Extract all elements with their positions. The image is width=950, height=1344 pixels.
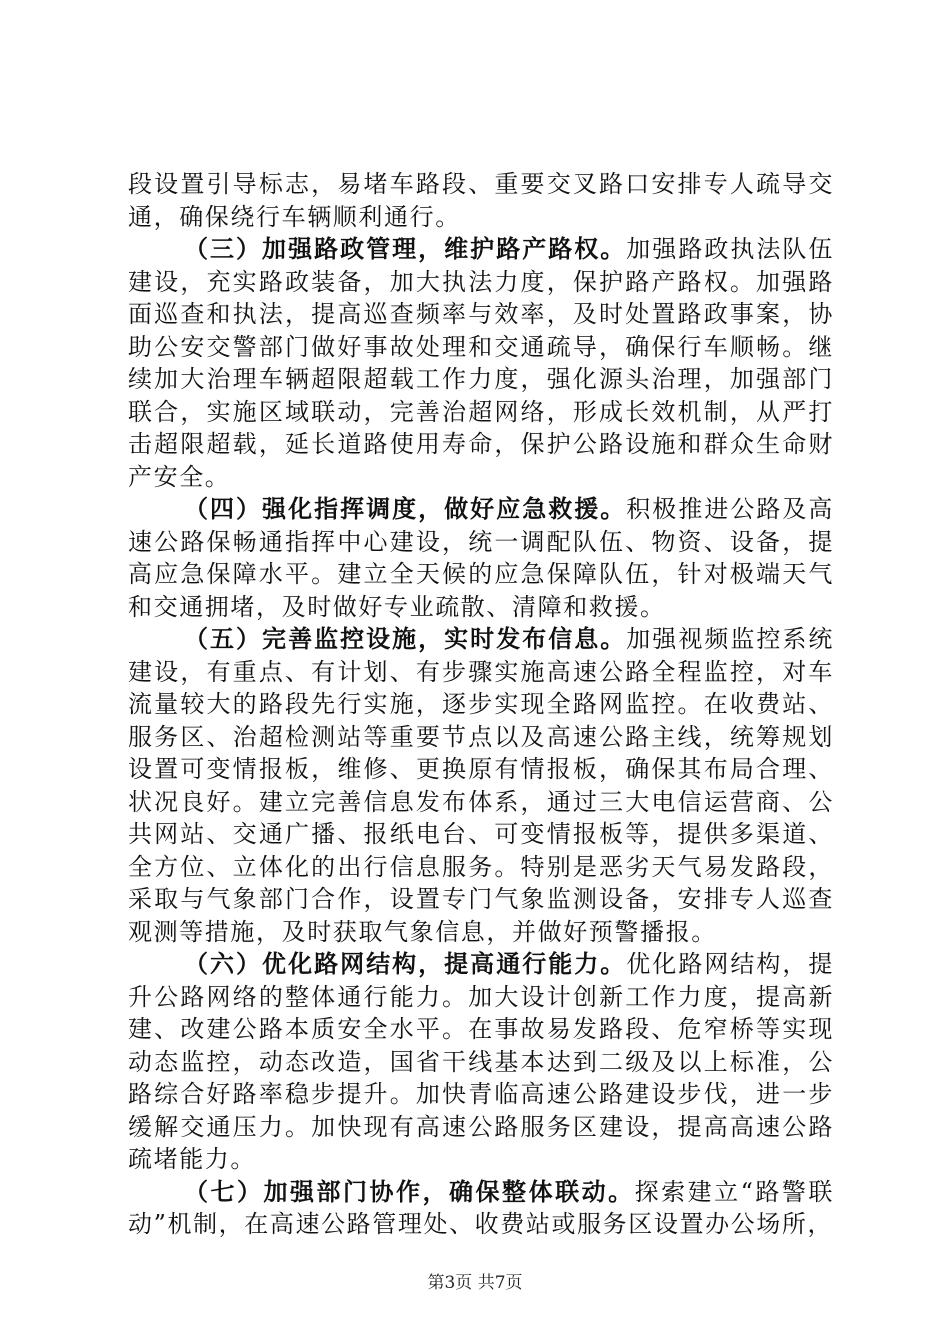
paragraph-text: 加强路政执法队伍建设，充实路政装备，加大执法力度，保护路产路权。加强路面巡查和执法，提高巡查频率与效率，及时处置路政事案，协助公安交警部门做好事故处理和交通疏导，确保行车顺畅。继续加大治理车辆超限超载工作力度，强化源头治理，加强部门联合，实施区域联动，完善治超网络，形成长效机制，从严打击超限超载，延长道路使用寿命，保护公路设施和群众生命财产安全。	[128, 235, 834, 491]
paragraph-text: 积极推进公路及高速公路保畅通指挥中心建设，统一调配队伍、物资、设备，提高应急保障水平。建立全天候的应急保障队伍，针对极端天气和交通拥堵，及时做好专业疏散、清障和救援。	[128, 495, 834, 621]
paragraph-section-6	[128, 948, 834, 1176]
section-heading: （五）完善监控设施，实时发布信息。	[184, 625, 627, 653]
paragraph-section-4	[128, 493, 834, 623]
section-heading: （四）强化指挥调度，做好应急救援。	[184, 495, 627, 523]
section-heading: （三）加强路政管理，维护路产路权。	[184, 235, 627, 263]
section-heading: （七）加强部门协作，确保整体联动。	[184, 1177, 635, 1206]
paragraph-section-3	[128, 233, 834, 493]
paragraph-section-7	[128, 1176, 834, 1241]
paragraph-section-5	[128, 623, 834, 948]
section-heading: （六）优化路网结构，提高通行能力。	[184, 950, 627, 978]
page-footer	[0, 1268, 950, 1293]
page-number: 第3页 共7页	[427, 1273, 523, 1293]
paragraph-text: 探索建立“路警联动”机制，在高速公路管理处、收费站或服务区设置办公场所，	[128, 1177, 834, 1238]
paragraph-continuation	[128, 168, 834, 233]
paragraph-text: 段设置引导标志，易堵车路段、重要交叉路口安排专人疏导交通，确保绕行车辆顺利通行。	[128, 170, 834, 231]
paragraph-text: 加强视频监控系统建设，有重点、有计划、有步骤实施高速公路全程监控，对车流量较大的路段先行实施，逐步实现全路网监控。在收费站、服务区、治超检测站等重要节点以及高速公路主线，统筹规划设置可变情报板，维修、更换原有情报板，确保其布局合理、状况良好。建立完善信息发布体系，通过三大电信运营商、公共网站、交通广播、报纸电台、可变情报板等，提供多渠道、全方位、立体化的出行信息服务。特别是恶劣天气易发路段，采取与气象部门合作，设置专门气象监测设备，安排专人巡查观测等措施，及时获取气象信息，并做好预警播报。	[128, 625, 834, 946]
paragraph-text: 优化路网结构，提升公路网络的整体通行能力。加大设计创新工作力度，提高新建、改建公路本质安全水平。在事故易发路段、危窄桥等实现动态监控，动态改造，国省干线基本达到二级及以上标准，公路综合好路率稳步提升。加快青临高速公路建设步伐，进一步缓解交通压力。加快现有高速公路服务区建设，提高高速公路疏堵能力。	[128, 950, 834, 1173]
document-body	[128, 168, 834, 1241]
